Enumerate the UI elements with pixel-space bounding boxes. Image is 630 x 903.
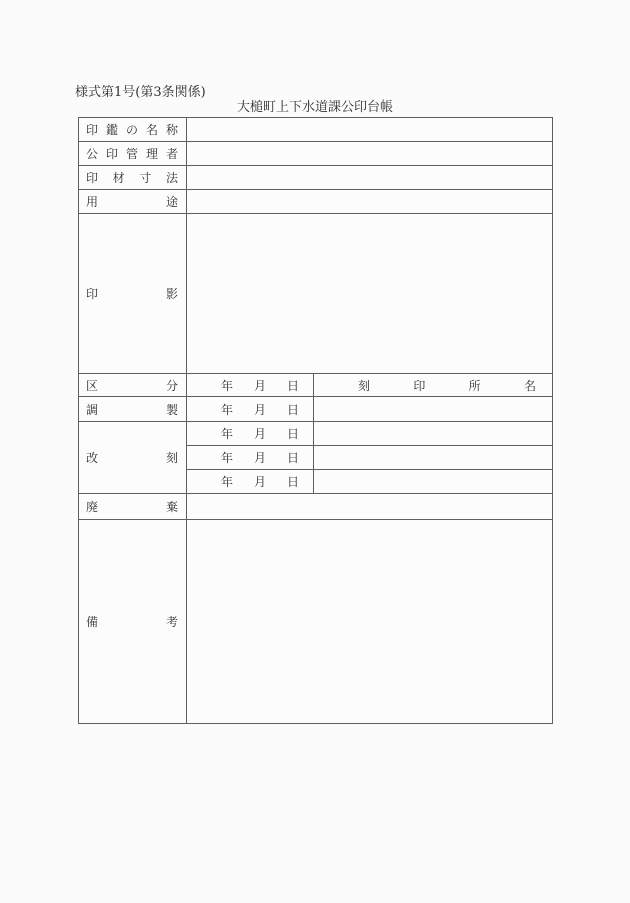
seal-manager-label-cell [79,142,187,166]
material-size-label-cell [79,166,187,190]
engraver-name-column-header: 刻 印 所 名 [314,374,553,397]
disposal-label-cell [79,494,187,520]
table-row [79,190,553,214]
reengraving-label-cell [79,422,187,494]
purpose-label: 用 途 [86,195,178,209]
preparation-date-cell: 年 月 日 [187,397,314,422]
seal-manager-value-cell [187,142,553,166]
table-row [79,422,553,446]
preparation-label-cell [79,397,187,422]
table-row [79,166,553,190]
seal-name-label-cell [79,118,187,142]
table-row [79,374,553,397]
table-row [79,214,553,374]
remarks-label: 備 考 [86,615,178,629]
preparation-label: 調 製 [86,402,178,417]
table-row [79,118,553,142]
seal-register-table [78,117,553,724]
form-number: 様式第1号(第3条関係) [75,85,206,100]
seal-name-label: 印 鑑 の 名 称 [86,123,178,137]
reengraving-engraver-cell-1 [314,422,553,446]
disposal-value-cell [187,494,553,520]
reengraving-date-cell-2: 年 月 日 [187,446,314,470]
seal-impression-value-cell [187,214,553,374]
table-row [79,142,553,166]
reengraving-date-cell-3: 年 月 日 [187,470,314,494]
material-size-value-cell [187,166,553,190]
disposal-label: 廃 棄 [86,500,178,514]
seal-impression-label-cell [79,214,187,374]
page-title: 大槌町上下水道課公印台帳 [236,100,393,115]
table-row [79,494,553,520]
seal-manager-label: 公 印 管 理 者 [86,147,178,161]
category-label: 区 分 [86,378,178,393]
remarks-label-cell [79,520,187,724]
remarks-value-cell [187,520,553,724]
table-row [79,397,553,422]
material-size-label: 印 材 寸 法 [86,171,178,185]
category-label-cell [79,374,187,397]
purpose-label-cell [79,190,187,214]
reengraving-engraver-cell-2 [314,446,553,470]
seal-impression-label: 印 影 [86,287,178,301]
preparation-engraver-cell [314,397,553,422]
table-row [79,520,553,724]
reengraving-label: 改 刻 [86,451,178,465]
reengraving-date-cell-1: 年 月 日 [187,422,314,446]
purpose-value-cell [187,190,553,214]
date-column-header: 年 月 日 [187,374,314,397]
seal-name-value-cell [187,118,553,142]
reengraving-engraver-cell-3 [314,470,553,494]
